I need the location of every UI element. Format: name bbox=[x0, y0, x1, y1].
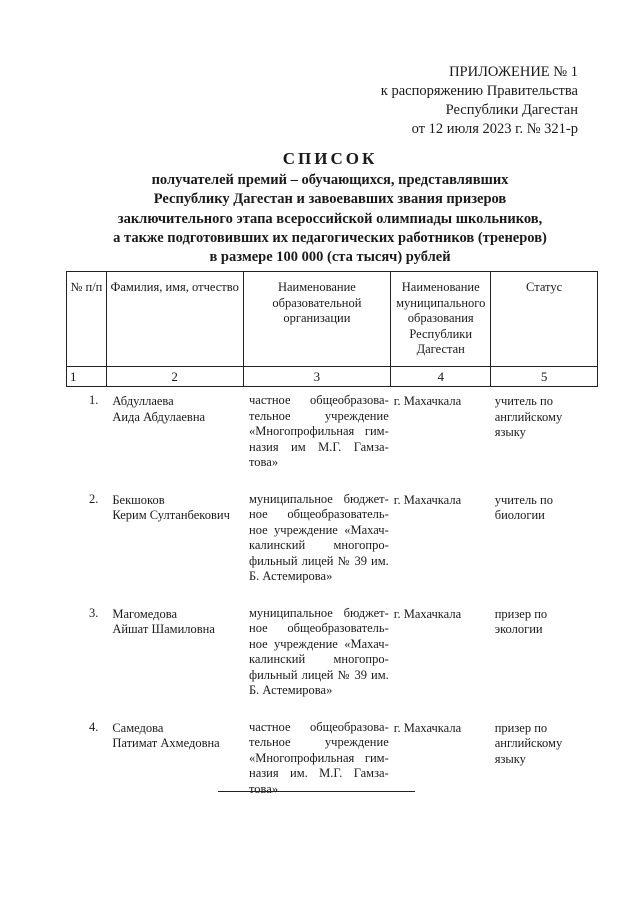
document-title-block bbox=[70, 148, 590, 267]
status: призер по экологии bbox=[494, 606, 548, 636]
table-row bbox=[67, 720, 598, 798]
recipient-given-names: Аида Абдулаевна bbox=[112, 409, 206, 424]
header-org-label: Наименование образовательной организации bbox=[272, 280, 362, 325]
header-num bbox=[67, 272, 107, 367]
document-subtitle: получателей премий – обучающихся, представлявших Республику Дагестан и завоевавших звания призеров заключительного этапа всероссийской олимпиады школьников, а также подготовивших их педагогических работников (тренеров) в размере 100 000 (ста тысяч) рублей bbox=[113, 172, 547, 266]
recipient-given-names: Керим Султанбекович bbox=[112, 508, 230, 522]
header-status bbox=[491, 272, 598, 367]
header-num-label: № п/п bbox=[70, 280, 103, 294]
table-row bbox=[67, 393, 598, 471]
municipality: г. Махачкала bbox=[393, 492, 462, 507]
column-number: 4 bbox=[391, 366, 491, 387]
recipient-name bbox=[106, 492, 243, 585]
column-number: 2 bbox=[106, 366, 243, 387]
municipality: г. Махачкала bbox=[393, 720, 462, 735]
recipient-surname: Самедова bbox=[112, 720, 164, 735]
municipality: г. Махачкала bbox=[393, 394, 462, 408]
column-number: 5 bbox=[491, 366, 598, 387]
row-number: 3. bbox=[88, 605, 99, 620]
recipient-surname: Абдуллаева bbox=[112, 394, 174, 408]
recipient-given-names: Айшат Шамиловна bbox=[112, 622, 215, 636]
header-municipality-label: Наименование муниципального образования Республики Дагестан bbox=[396, 280, 486, 356]
recipient-name bbox=[106, 606, 243, 699]
header-name bbox=[106, 272, 243, 367]
appendix-reference-line2: Республики Дагестан bbox=[445, 102, 578, 118]
appendix-number: ПРИЛОЖЕНИЕ № 1 bbox=[449, 64, 578, 80]
appendix-header bbox=[368, 63, 578, 139]
appendix-reference-line1: к распоряжению Правительства bbox=[380, 83, 578, 99]
document-title: СПИСОК bbox=[282, 149, 378, 168]
column-number-row bbox=[67, 366, 598, 387]
row-number: 4. bbox=[88, 719, 99, 734]
status: призер по английскому языку bbox=[494, 720, 563, 766]
row-number: 2. bbox=[88, 491, 99, 506]
organization: муниципальное бюджет-ное общеобразователь-ное учреждение «Махач-калинский многопро-фильный лицей № 39 им. Б. Астемирова» bbox=[249, 491, 389, 583]
table-header-row bbox=[67, 272, 598, 367]
status: учитель по биологии bbox=[494, 492, 553, 522]
table-row bbox=[67, 492, 598, 585]
recipient-name bbox=[106, 720, 243, 798]
column-number: 3 bbox=[243, 366, 391, 387]
recipient-given-names: Патимат Ахмедовна bbox=[112, 736, 220, 750]
column-number: 1 bbox=[67, 366, 107, 387]
header-municipality bbox=[391, 272, 491, 367]
header-org bbox=[243, 272, 391, 367]
recipient-name bbox=[106, 393, 243, 471]
organization: муниципальное бюджет-ное общеобразователь-ное учреждение «Махач-калинский многопро-фильный лицей № 39 им. Б. Астемирова» bbox=[249, 605, 389, 697]
status: учитель по английскому языку bbox=[494, 394, 563, 439]
header-status-label: Статус bbox=[526, 280, 563, 294]
header-name-label: Фамилия, имя, отчество bbox=[110, 280, 239, 294]
recipients-table bbox=[66, 271, 598, 797]
appendix-date-number: от 12 июля 2023 г. № 321-р bbox=[411, 121, 578, 137]
table-row bbox=[67, 606, 598, 699]
recipient-surname: Бекшоков bbox=[112, 492, 165, 507]
organization: частное общеобразова-тельное учреждение «Многопрофильная гим-назия им. М.Г. Гамза-това» bbox=[249, 719, 389, 796]
end-of-list-divider bbox=[218, 791, 415, 792]
recipient-surname: Магомедова bbox=[112, 606, 178, 621]
municipality: г. Махачкала bbox=[393, 606, 462, 621]
row-number: 1. bbox=[88, 393, 99, 407]
organization: частное общеобразова-тельное учреждение «Многопрофильная гим-назия им М.Г. Гамза-това» bbox=[249, 393, 389, 469]
